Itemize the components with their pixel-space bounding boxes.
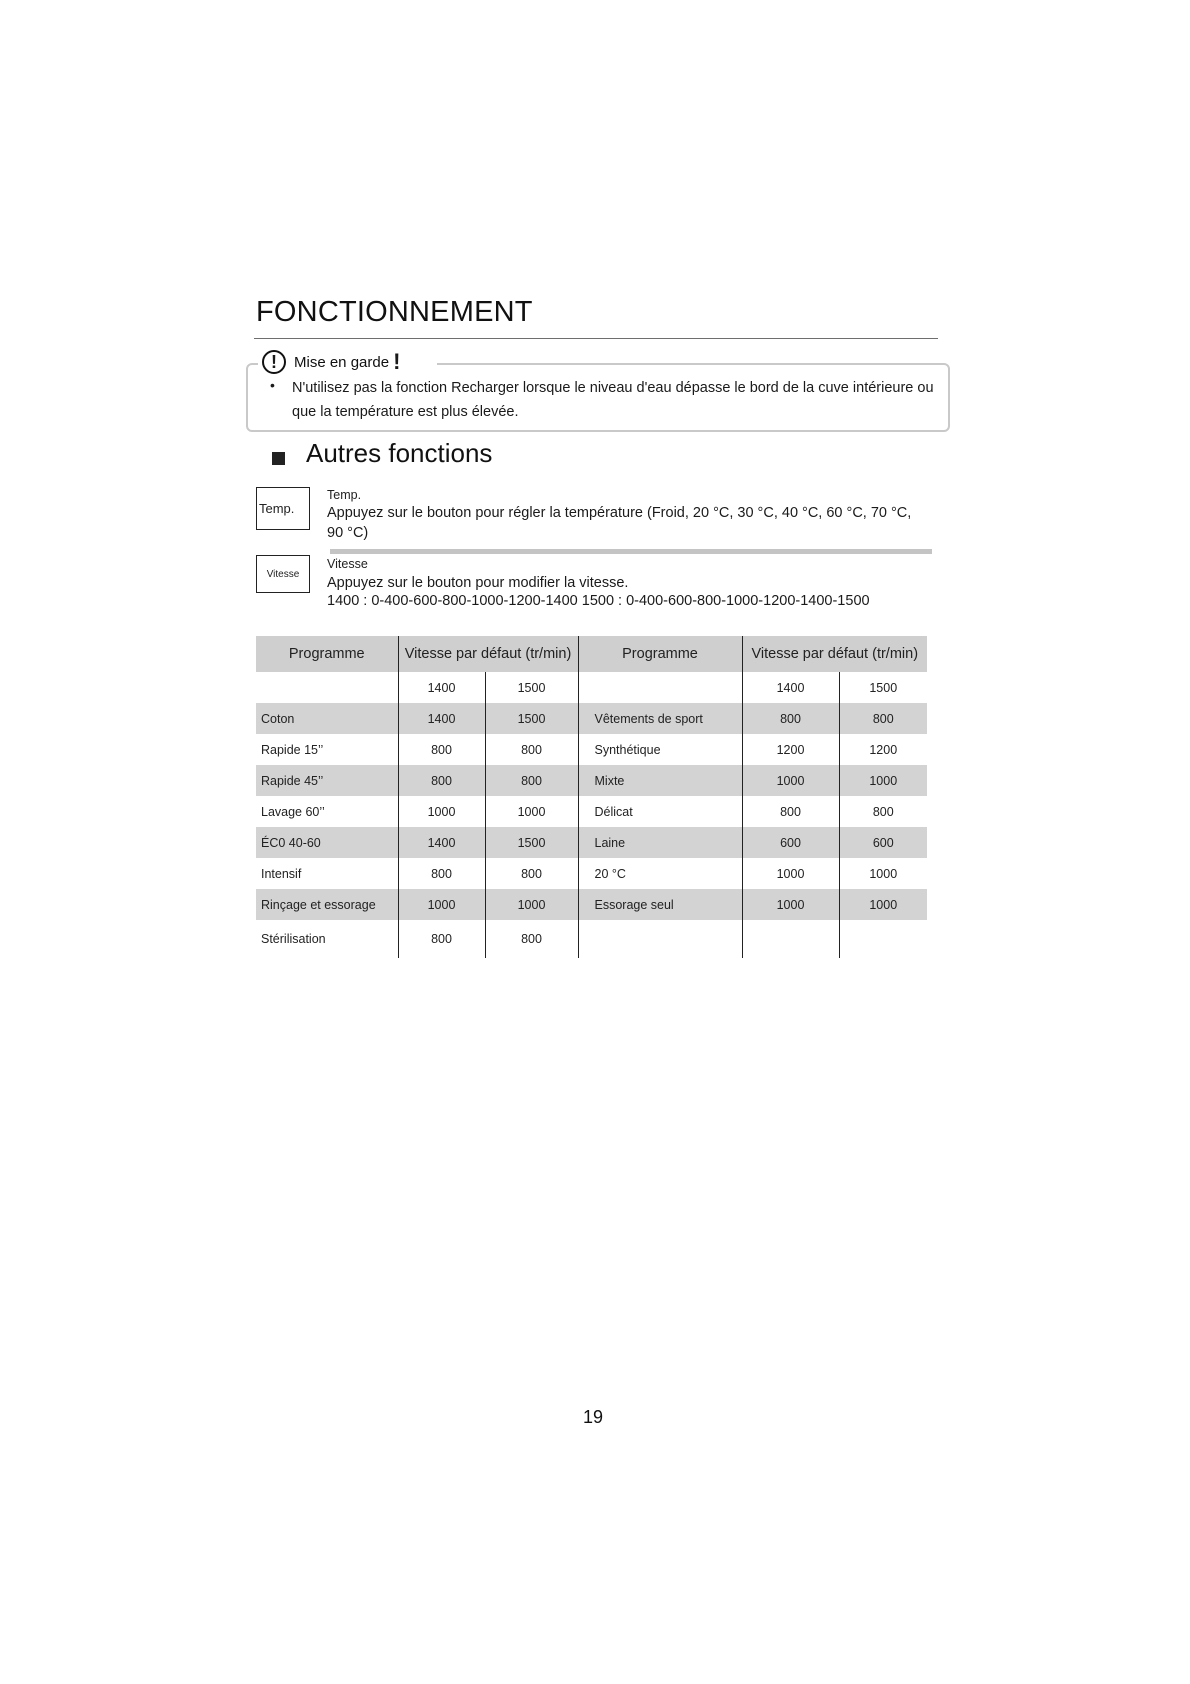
- function-separator: [330, 549, 932, 554]
- table-row: [256, 827, 927, 858]
- table-cell-p1: Coton: [256, 703, 398, 734]
- table-row: [256, 765, 927, 796]
- table-cell-p1: Rinçage et essorage: [256, 889, 398, 920]
- subheader-1400-left: 1400: [398, 672, 485, 703]
- speed-function-description: Appuyez sur le bouton pour modifier la vitesse.: [327, 575, 629, 591]
- table-cell-p2: Synthétique: [578, 734, 742, 765]
- table-cell-b2: 1000: [839, 858, 927, 889]
- table-cell-a2: 1200: [742, 734, 839, 765]
- table-cell-a1: 1400: [398, 827, 485, 858]
- speed-button-illustration: Vitesse: [256, 555, 310, 593]
- table-cell-b2: 800: [839, 703, 927, 734]
- page-number: 19: [583, 1407, 604, 1427]
- table-cell-a1: 800: [398, 734, 485, 765]
- table-row: [256, 796, 927, 827]
- table-cell-b1: 1500: [485, 827, 578, 858]
- header-speed-right: Vitesse par défaut (tr/min): [742, 636, 927, 672]
- table-cell-p2: Essorage seul: [578, 889, 742, 920]
- exclamation-circle-icon: !: [262, 350, 286, 374]
- table-cell-a1: 800: [398, 765, 485, 796]
- section-title: Autres fonctions: [306, 438, 493, 468]
- table-cell-b1: 1500: [485, 703, 578, 734]
- table-cell-b1: 800: [485, 920, 578, 958]
- table-cell-a2: 1000: [742, 889, 839, 920]
- page-title: FONCTIONNEMENT: [256, 296, 533, 328]
- warning-header-gap: [404, 361, 437, 367]
- table-cell-a2: [742, 920, 839, 958]
- warning-text: N'utilisez pas la fonction Recharger lorsque le niveau d'eau dépasse le bord de la cuve intérieure ou que la température est plus élevée.: [292, 380, 934, 420]
- table-cell-p1: Stérilisation: [261, 932, 326, 946]
- warning-exclamation: !: [393, 349, 401, 374]
- table-cell-b1: 800: [485, 734, 578, 765]
- warning-label: Mise en garde: [294, 353, 390, 371]
- table-cell-a2: 1000: [742, 765, 839, 796]
- table-cell-p1: Rapide 45’’: [256, 765, 398, 796]
- table-cell-a1: 1000: [398, 796, 485, 827]
- table-cell-p1: ÉC0 40-60: [256, 827, 398, 858]
- subheader-1500-right: 1500: [839, 672, 927, 703]
- table-cell-b2: 1200: [839, 734, 927, 765]
- temp-function-name: Temp.: [327, 488, 362, 502]
- table-cell-p2: Vêtements de sport: [578, 703, 742, 734]
- table-cell-a2: 600: [742, 827, 839, 858]
- table-cell-p2: [578, 920, 742, 958]
- table-cell-p1: Intensif: [261, 866, 302, 881]
- table-cell-p2: Mixte: [578, 765, 742, 796]
- header-programme-left: Programme: [256, 636, 398, 672]
- table-cell-b2: 600: [839, 827, 927, 858]
- table-cell-p1: Rapide 15’’: [261, 742, 324, 757]
- table-cell-a1: 1000: [398, 889, 485, 920]
- table-cell-a2: 800: [742, 796, 839, 827]
- square-bullet-icon: [272, 452, 285, 465]
- bullet-icon: •: [270, 377, 275, 393]
- table-cell-p1: Lavage 60’’: [261, 804, 325, 819]
- temp-function-description: Appuyez sur le bouton pour régler la température (Froid, 20 °C, 30 °C, 40 °C, 60 °C, 70 °C, 90 °C): [327, 505, 912, 541]
- table-cell-p2: 20 °C: [578, 858, 742, 889]
- speed-function-name: Vitesse: [327, 557, 368, 571]
- table-cell-b2: 1000: [839, 889, 927, 920]
- table-cell-b1: 800: [485, 765, 578, 796]
- subheader-1500-left: 1500: [485, 672, 578, 703]
- table-cell-b1: 800: [485, 858, 578, 889]
- subheader-1400-right: 1400: [742, 672, 839, 703]
- table-cell-p2: Délicat: [578, 796, 742, 827]
- table-row: [256, 734, 927, 765]
- table-cell-b1: 1000: [485, 889, 578, 920]
- table-row: [256, 920, 927, 958]
- spin-speed-table: [256, 636, 927, 958]
- table-cell-p2: Laine: [578, 827, 742, 858]
- speed-steps: 1400 : 0-400-600-800-1000-1200-1400 1500 : 0-400-600-800-1000-1200-1400-1500: [327, 593, 870, 609]
- temp-button-illustration: Temp.: [256, 487, 310, 530]
- table-row: [256, 703, 927, 734]
- table-cell-a2: 1000: [742, 858, 839, 889]
- title-divider: [254, 338, 938, 339]
- table-cell-b1: 1000: [485, 796, 578, 827]
- warning-header: [258, 347, 404, 377]
- table-cell-a1: 800: [398, 858, 485, 889]
- table-cell-b2: [839, 920, 927, 958]
- table-cell-b2: 1000: [839, 765, 927, 796]
- table-cell-a1: 800: [398, 920, 485, 958]
- table-row: [256, 858, 927, 889]
- table-row: [256, 889, 927, 920]
- header-programme-right: Programme: [578, 636, 742, 672]
- table-cell-a2: 800: [742, 703, 839, 734]
- table-header-row: [256, 636, 927, 672]
- header-speed-left: Vitesse par défaut (tr/min): [398, 636, 578, 672]
- table-cell-b2: 800: [839, 796, 927, 827]
- table-cell-a1: 1400: [398, 703, 485, 734]
- table-subheader-row: [256, 672, 927, 703]
